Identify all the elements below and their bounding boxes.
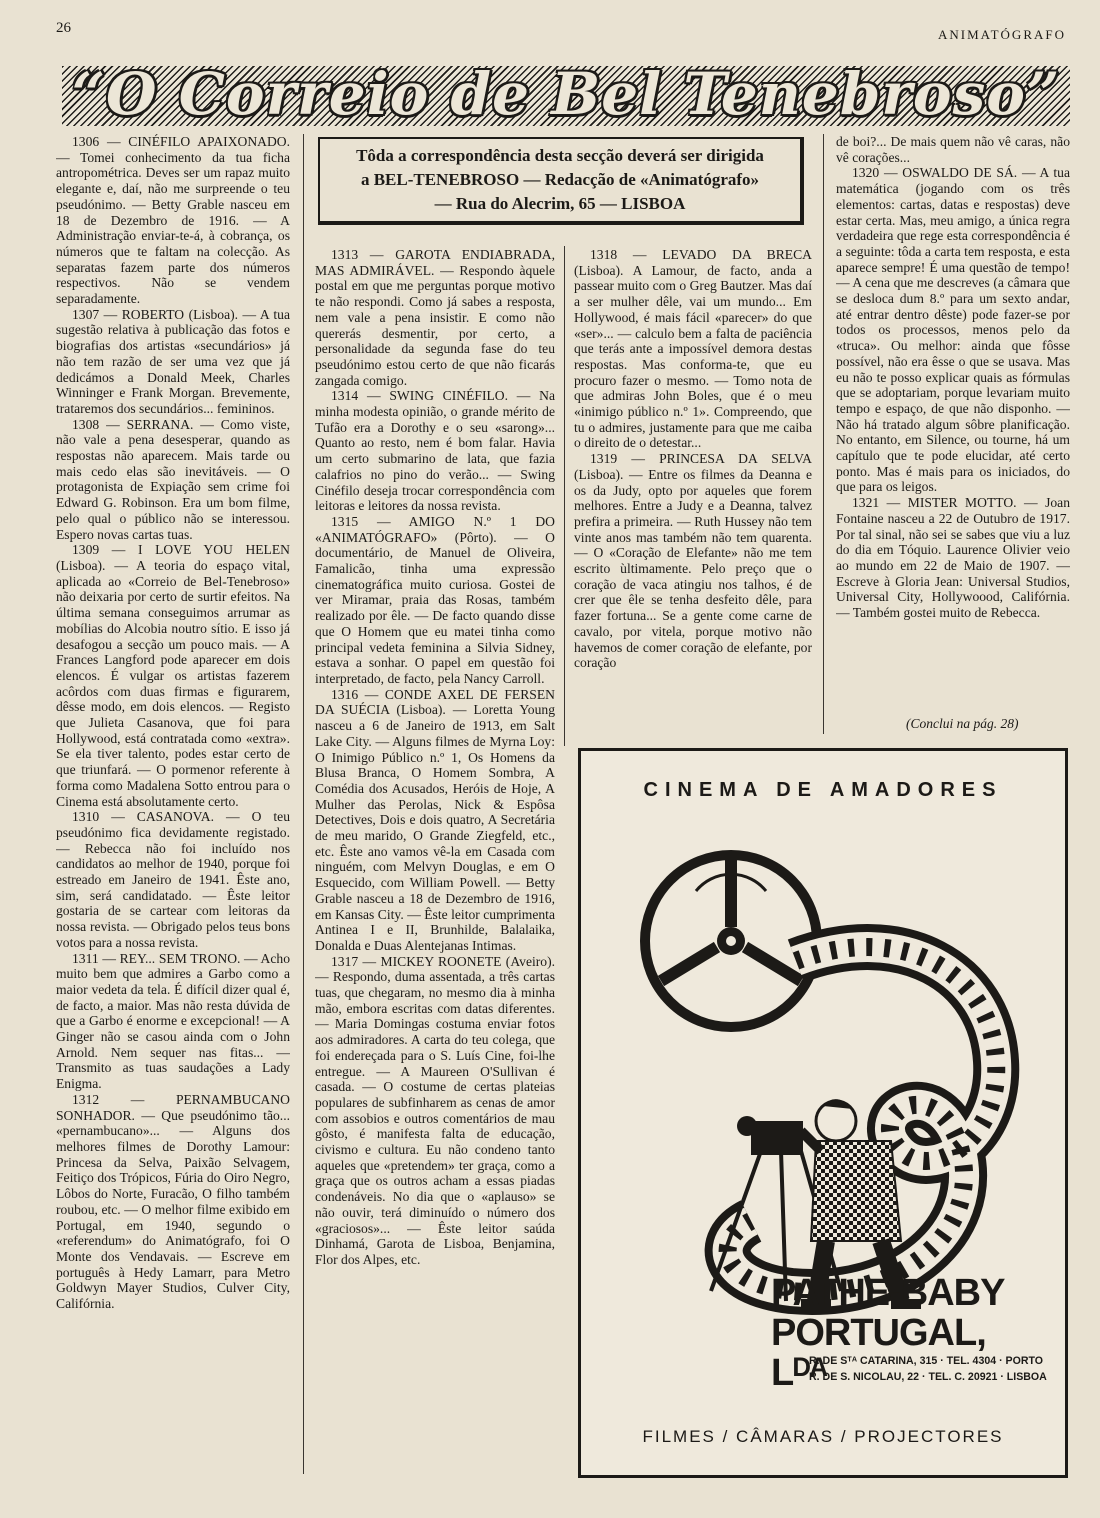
- letter-1318: 1318 — LEVADO DA BRECA (Lisboa). A Lamour, de facto, anda a passear muito com o Greg Bautzer. Mas daí a ser mulher dêle, vai um mundo... Em Hollywood, é mais fácil «parecer» do que «ser»... — calculo bem a falta de paciência que terás ante a impossível demora destas respostas. Mas conforma-te, que eu procuro fazer o mesmo. — Tomo nota de que admiras John Boles, que é o meu «inimigo público n.º 1». Compreendo, que tu o admires, justamente para que me caiba o direito de o detestar...: [574, 247, 812, 451]
- column-4: [836, 134, 1070, 734]
- brand-addresses: [809, 1353, 1049, 1385]
- letter-1319: 1319 — PRINCESA DA SELVA (Lisboa). — Entre os filmes da Deanna e os da Judy, opto por aqueles que forem melhores. Entre a Judy e a Deanna, talvez prefira a primeira. — Ruth Hussey não tem vinte anos mas também não tem quarenta. — O «Coração de Elefante» não me tem escrito ùltimamente. Pelo preço que o coração de vaca atingiu nos talhos, é de crer que êle se tenha desfeito dêle, para fazer fortuna... Se a gente come carne de cavalo, por vitela, porque motivo não havemos de comer coração de elefante, por coração: [574, 451, 812, 671]
- magazine-name: ANIMATÓGRAFO: [937, 27, 1066, 42]
- brand-line-2: PORTUGAL, Lᴰᴬ: [771, 1312, 986, 1394]
- letter-1321: 1321 — MISTER MOTTO. — Joan Fontaine nasceu a 22 de Outubro de 1917. Por tal sinal, não sei se sabes que viu a luz do dia em Tóquio. Laurence Olivier veio ao mundo em 22 de Maio de 1907. — Escreve à Gloria Jean: Universal Studios, Universal City, Hollywoood, Califórnia. — Também gostei muito de Rebecca.: [836, 495, 1070, 621]
- letter-1309: 1309 — I LOVE YOU HELEN (Lisboa). — A teoria do espaço vital, aplicada ao «Correio de Bel-Tenebroso» não deixaria por certo de surtir efeitos. Na última semana conseguimos arrumar as mobílias do Alcobia noutro sítio. E isso já desafogou a secção um pouco mais. — A Frances Langford pode aparecer em dois elencos. É vulgar os artistas fazerem acôrdos com duas firmas e figurarem, dêsse modo, em dois elencos. — Registo que Julieta Casanova, que foi para Hollywood, está contratada como «extra». Se ela tiver talento, podes estar certo de que triunfará. — O pormenor referente à forma como Madalena Sotto entrou para o Cinema está absolutamente certo.: [56, 542, 290, 809]
- letter-1308: 1308 — SERRANA. — Como viste, não vale a pena desesperar, quando as respostas não aparecem. Mais tarde ou mais cedo elas são inevitáveis. — O protagonista de Expiação sem crime foi Edward G. Robinson. Era um bom filme, pelo qual o público não se interessou. Espero novas cartas tuas.: [56, 416, 290, 542]
- pathe-baby-advertisement: [578, 748, 1068, 1478]
- letter-1310: 1310 — CASANOVA. — O teu pseudónimo fica devidamente registado. — Rebecca não foi incluído nos candidatos ao melhor de 1940, porque foi estreado em Janeiro de 1941. Êste ano, sim, será candidatado. — Êste leitor gostaria de se cartear com leitoras da nossa revista. — Obrigado pelos teus bons votos para a nossa revista.: [56, 809, 290, 950]
- letter-1311: 1311 — REY... SEM TRONO. — Acho muito bem que admires a Garbo como a maior vedeta da tela. É difícil dizer qual é, de facto, a maior. Mas não resta dúvida de que a Garbo é enorme e excepcional! — A Ginger não se casou ainda com o John Arnold. Nem sequer nas fitas... — Transmito as tuas saudações a Lady Enigma.: [56, 950, 290, 1092]
- artist-signature: [651, 847, 659, 853]
- section-banner: [62, 66, 1070, 126]
- letter-1315: 1315 — AMIGO N.º 1 DO «ANIMATÓGRAFO» (Pôrto). — O documentário, de Manuel de Oliveira, Famalicão, tinha uma expressão cinematográfica muito curiosa. Gostei de ver Miramar, praia das Rosas, também realizado por êle. — De facto quando disse que O Homem que eu matei tinha como principal vedeta feminina a Silvia Sidney, estava a sonhar. O papel em questão foi interpretado, de facto, pela Nancy Carroll.: [315, 513, 555, 686]
- column-rule-2: [564, 246, 565, 746]
- ad-footer: FILMES / CÂMARAS / PROJECTORES: [642, 1427, 1004, 1446]
- page-number: 26: [56, 20, 71, 36]
- column-1: [56, 134, 290, 1474]
- letter-1313: 1313 — GAROTA ENDIABRADA, MAS ADMIRÁVEL. — Respondo àquele postal em que me perguntas porque motivo te não respondi. Como já sabes a resposta, nem vale a pena insistir. E como não quererás desmentir, por certo, a personalidade da segunda fase do teu pseudónimo estou certo de que não ficarás zangada comigo.: [315, 247, 555, 388]
- column-rule-3: [823, 134, 824, 734]
- column-2: [315, 247, 555, 1477]
- column-rule-1: [303, 134, 304, 1474]
- brand-line-1: PATHE-BABY: [771, 1272, 1005, 1314]
- letter-1320: 1320 — OSWALDO DE SÁ. — A tua matemática (jogando com os três elementos: cartas, datas e respostas) deve estar certa. Mas, meu amigo, a única regra verdadeira que rege esta correspondência é a seguinte: tôda a carta tem resposta, e esta aparece sempre! É uma questão de tempo! — A cena que me descreves (a câmara que se desloca dum 8.º para um sexto andar, até entrar dentro dêste) pode fazer-se por todos os processos, menos pelo da «truca». Ou melhor: ainda que fôsse possível, não era êsse o que se usava. Mas eu não te posso explicar quais as fórmulas que se adoptariam, porque levariam muito tempo e espaço, de que não disponho. — Não há tratado algum sôbre planificação. No entanto, em Silence, ou tourne, há um capítulo que te pode elucidar, até certo ponto. Mas é mais para os iniciados, do que para os leigos.: [836, 165, 1070, 495]
- continued-note: (Conclui na pág. 28): [906, 716, 1019, 731]
- notice-line-1: Tôda a correspondência desta secção deverá ser dirigida: [356, 146, 764, 165]
- ad-title: CINEMA DE AMADORES: [643, 779, 1003, 801]
- letter-1316: 1316 — CONDE AXEL DE FERSEN DA SUÉCIA (Lisboa). — Loretta Young nasceu a 6 de Janeiro de 1913, em Salt Lake City. — Alguns filmes de Myrna Loy: O Inimigo Público n.º 1, Os Homens da Blusa Branca, O Homem Sombra, A Comédia dos Acusados, Heróis de Hoje, A Mulher das Perolas, Nick & Espôsa Detectives, Dois e dois quatro, A Secretária de meu marido, O Grande Ziegfeld, etc., etc. Êste ano vamos vê-la em Casada com ninguém, com Melvyn Douglas, e em O Esquecido, com William Powell. — Betty Grable nasceu a 18 de Dezembro de 1916, em Kansas City. — Êste leitor cumprimenta Antinea I e II, Brunhilde, Balalaika, Donalda e Duas Alentejanas Intimas.: [315, 686, 555, 953]
- address-lisboa: R. DE S. NICOLAU, 22 · TEL. C. 20921 · LISBOA: [809, 1371, 1047, 1383]
- letter-1307: 1307 — ROBERTO (Lisboa). — A tua sugestão relativa à publicação das fotos e biografias dos artistas «secundários» já não tem razão de ser uma vez que já dedicámos a Donald Meek, Charles Winninger e Frank Morgan. Brevemente, trataremos dos secundários... femininos.: [56, 306, 290, 416]
- banner-title: “O Correio de Bel Tenebroso”: [71, 66, 1061, 126]
- notice-line-2: a BEL-TENEBROSO — Redacção de «Animatógrafo»: [360, 170, 760, 189]
- letter-1317: 1317 — MICKEY ROONETE (Aveiro). — Respondo, duma assentada, a três cartas tuas, que chegaram, no mesmo dia à minha mão, embora escritas com datas diferentes. — Maria Domingas costuma enviar fotos aos admiradores. A carta do teu colega, que foi endereçada para o S. Luís Cine, foi-lhe entregue. — A Maureen O'Sullivan é casada. — O costume de certas plateias populares de subfinharem as cenas de amor com assobios e outros comentários de mau gôsto, é manifesta falta de educação, civismo e cultura. Eu não condeno tanto aqueles que «pretendem» ter graça, como a graça que os outros acham a essas piadas condenáveis. No dia que o «aplauso» se não ouvir, terá diminuído o número dos «graciosos»... — Êste leitor saúda Dinhamá, Garota de Lisboa, Benjamina, Flor dos Alpes, etc.: [315, 953, 555, 1267]
- column-3: [574, 247, 812, 747]
- notice-line-3: — Rua do Alecrim, 65 — LISBOA: [434, 194, 686, 213]
- letter-1319-continued: de boi?... De mais quem não vê caras, não vê corações...: [836, 134, 1070, 165]
- letter-1306: 1306 — CINÉFILO APAIXONADO. — Tomei conhecimento da tua ficha antropométrica. Deves ser um rapaz muito elegante e, daí, não me surpreende o teu pseudónimo. — Betty Grable nasceu em 18 de Dezembro de 1916. — A Administração enviar-te-á, à cobrança, os números que te faltam na colecção. As separatas fazem parte dos números respectivos. Não se vendem separadamente.: [56, 134, 290, 307]
- letter-1312: 1312 — PERNAMBUCANO SONHADOR. — Que pseudónimo tão... «pernambucano»... — Alguns dos melhores filmes de Dorothy Lamour: Princesa da Selva, Paixão Selvagem, Feitiço dos Trópicos, Fúria do Oiro Negro, Lôbos do Norte, Furacão, O filho também roubou, etc. — O melhor filme exibido em Portugal, em 1940, segundo o «referendum» do Animatógrafo, foi O Monte dos Vendavais. — Escreve em português à Hedy Lamarr, para Metro Goldwyn Mayer Studios, Culver City, Califórnia.: [56, 1091, 290, 1312]
- address-porto: R. DE Sᵀᴬ CATARINA, 315 · TEL. 4304 · PORTO: [809, 1355, 1044, 1367]
- correspondence-notice: [318, 137, 804, 225]
- letter-1314: 1314 — SWING CINÉFILO. — Na minha modesta opinião, o grande mérito de Tufão era a Dorothy e o seu «sarong»... Quanto ao resto, nem é bom falar. Havia um certo submarino de lata, que fazia calafrios no pino do verão... — Swing Cinéfilo deseja trocar correspondência com leitoras e leitores da nossa revista.: [315, 388, 555, 514]
